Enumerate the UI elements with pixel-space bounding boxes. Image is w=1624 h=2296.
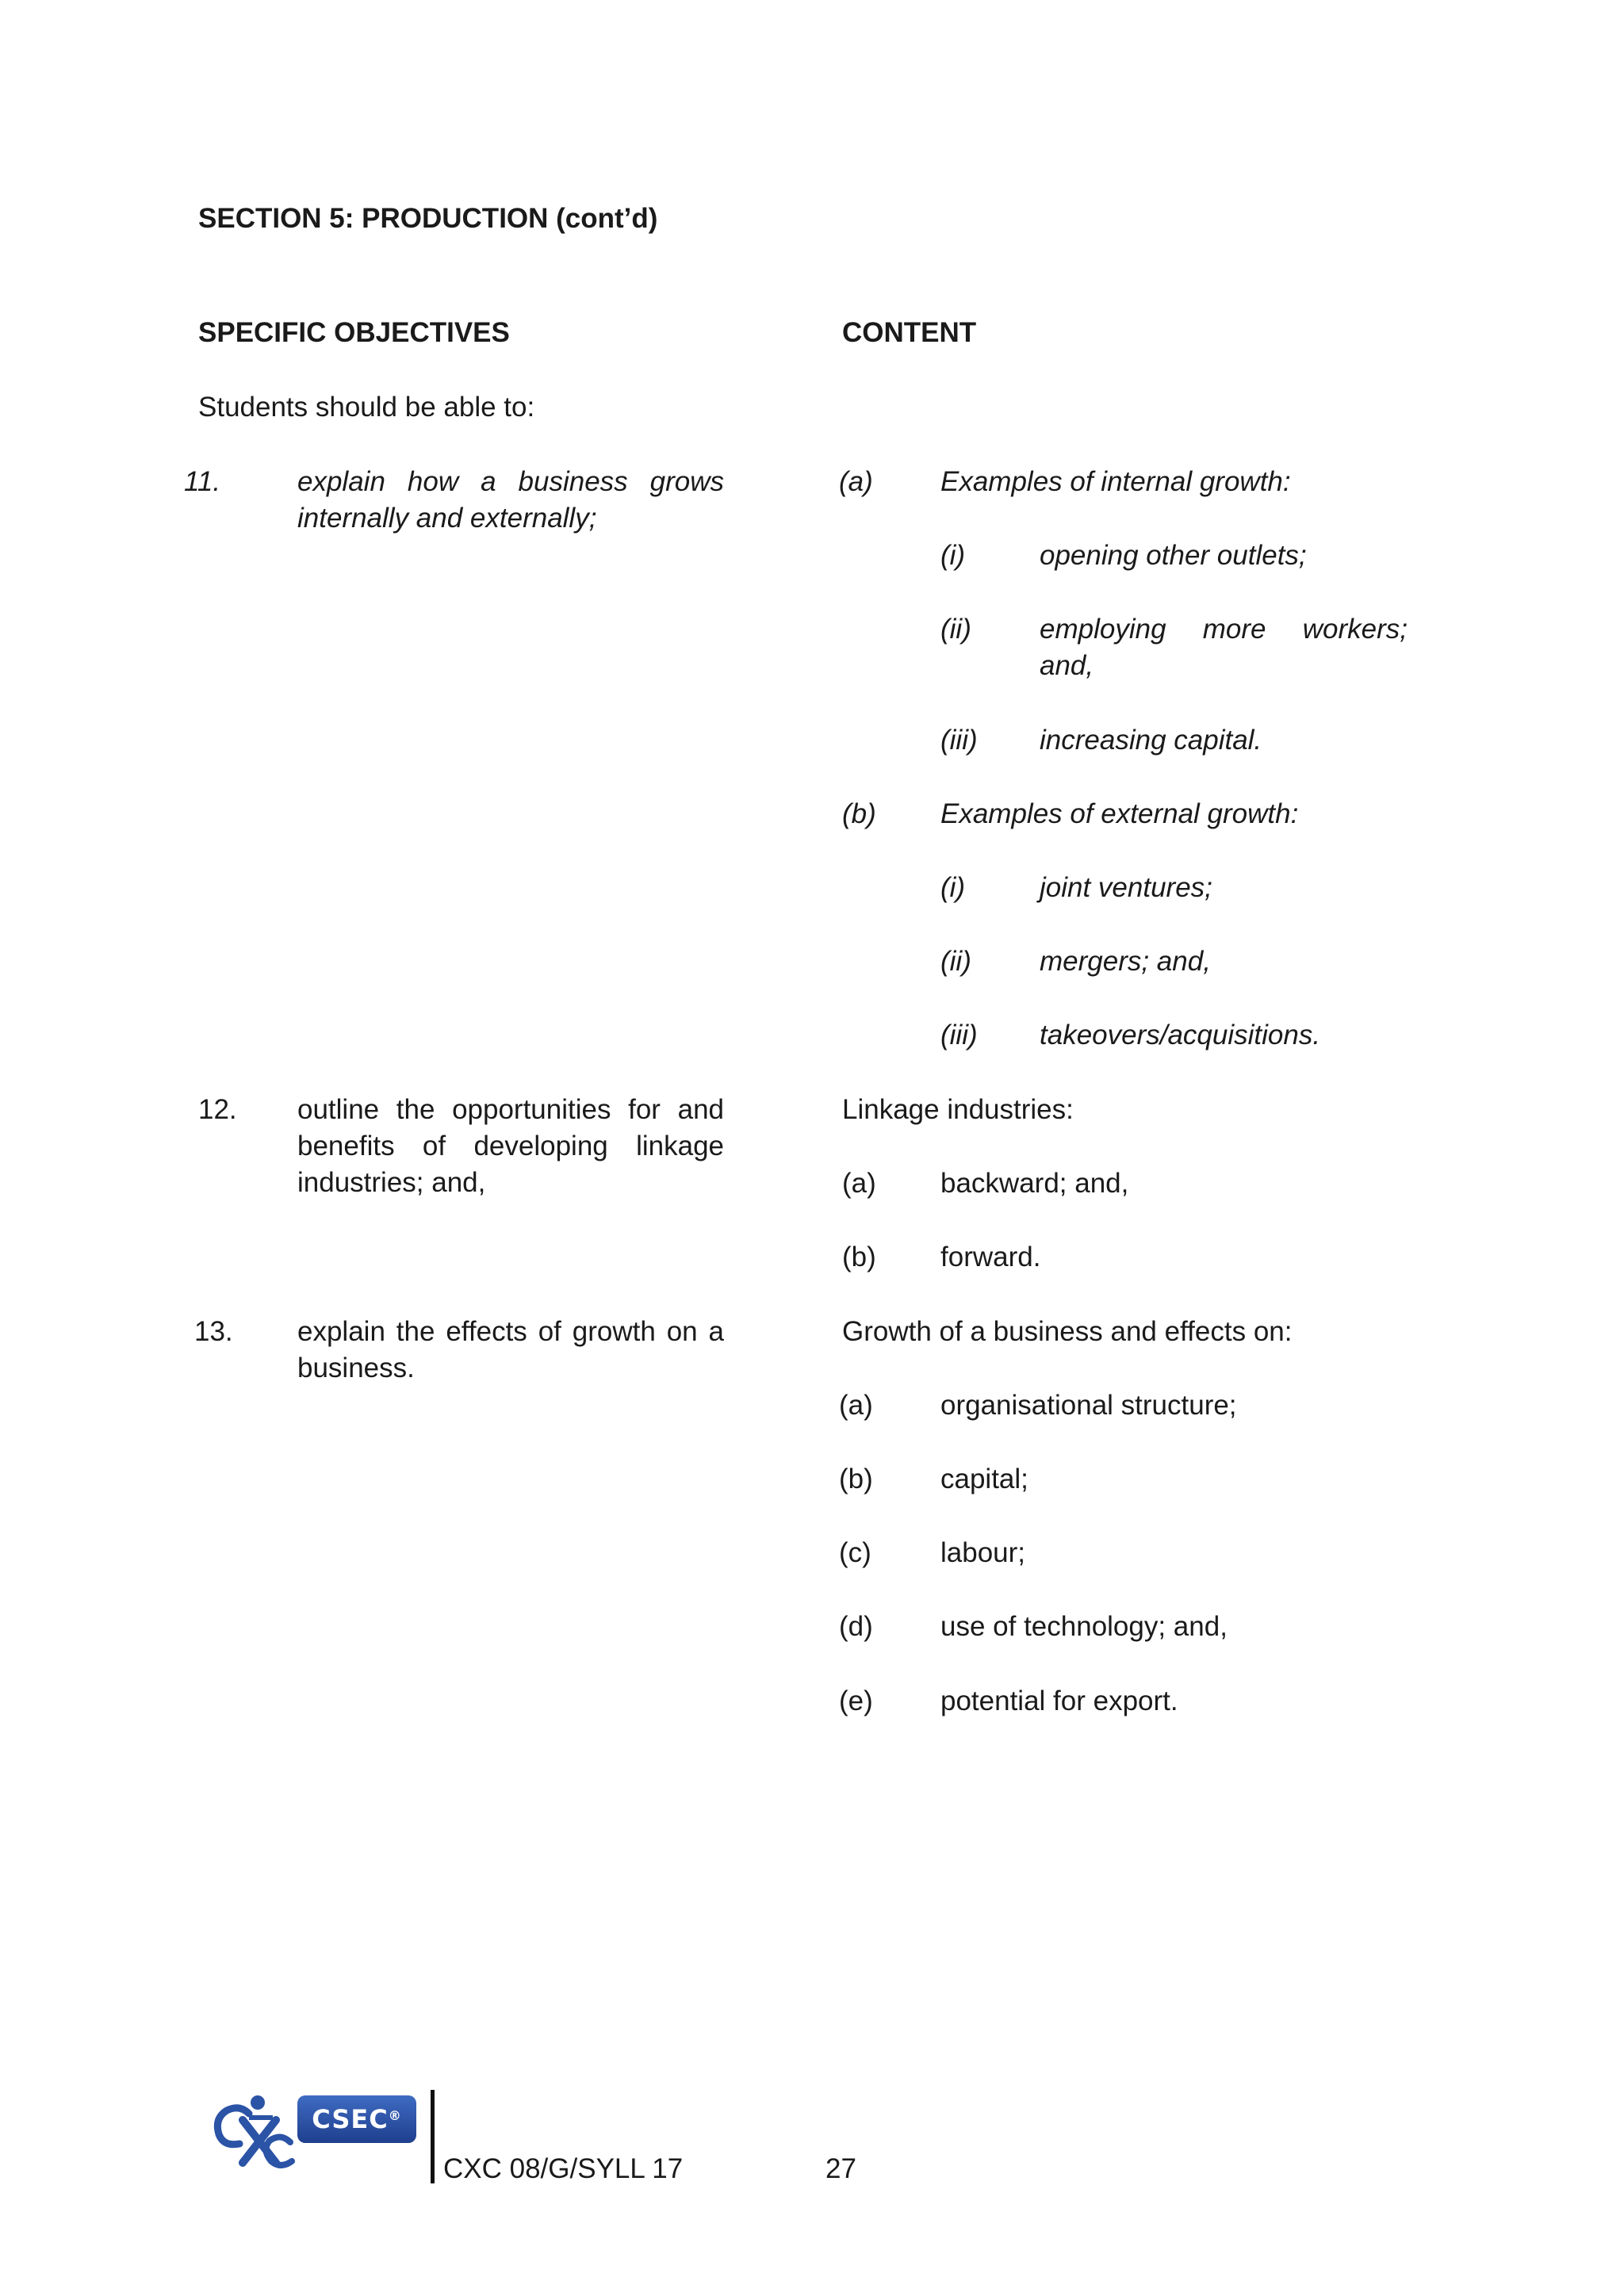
content-heading: Linkage industries: — [842, 1094, 1074, 1125]
content-subitem: increasing capital. — [1040, 725, 1262, 756]
content-item: use of technology; and, — [940, 1611, 1228, 1642]
content-label: (b) — [842, 1242, 876, 1272]
objective-text: industries; and, — [297, 1167, 486, 1198]
objective-text: business. — [297, 1353, 415, 1383]
content-label: (a) — [842, 1168, 876, 1199]
cxc-logo — [208, 2093, 295, 2172]
objectives-header: SPECIFIC OBJECTIVES — [198, 317, 510, 348]
content-subitem: mergers; and, — [1040, 946, 1211, 977]
content-subitem: and, — [1040, 650, 1094, 681]
content-sublabel: (iii) — [940, 1020, 978, 1050]
objective-text: explain how a business grows — [297, 466, 724, 497]
content-subitem: takeovers/acquisitions. — [1040, 1020, 1321, 1050]
objective-text: outline the opportunities for and — [297, 1094, 724, 1125]
content-label: (d) — [839, 1611, 873, 1642]
content-label: (a) — [839, 466, 873, 497]
content-sublabel: (ii) — [940, 614, 971, 645]
content-header: CONTENT — [842, 317, 977, 348]
content-subitem: opening other outlets; — [1040, 540, 1307, 571]
content-item: capital; — [940, 1464, 1028, 1494]
objective-number: 11. — [184, 466, 221, 497]
content-label: (e) — [839, 1686, 873, 1716]
intro-text: Students should be able to: — [198, 392, 535, 423]
content-label: (c) — [839, 1537, 871, 1568]
content-item: forward. — [940, 1242, 1041, 1272]
objective-number: 12. — [198, 1094, 237, 1125]
content-label: (a) — [839, 1390, 873, 1421]
content-sublabel: (i) — [940, 540, 966, 571]
content-label: (b) — [842, 798, 876, 829]
content-subitem: employing more workers; — [1040, 614, 1408, 645]
section-title: SECTION 5: PRODUCTION (cont’d) — [198, 203, 658, 234]
content-heading: Examples of internal growth: — [940, 466, 1291, 497]
footer-divider — [431, 2090, 435, 2183]
content-heading: Examples of external growth: — [940, 798, 1299, 829]
content-sublabel: (ii) — [940, 946, 971, 977]
page-number: 27 — [825, 2153, 856, 2184]
objective-text: explain the effects of growth on a — [297, 1316, 724, 1347]
objective-number: 13. — [194, 1316, 233, 1347]
objective-text: benefits of developing linkage — [297, 1131, 724, 1161]
content-item: potential for export. — [940, 1686, 1178, 1716]
content-sublabel: (iii) — [940, 725, 978, 756]
content-sublabel: (i) — [940, 872, 966, 903]
content-label: (b) — [839, 1464, 873, 1494]
content-item: backward; and, — [940, 1168, 1129, 1199]
content-subitem: joint ventures; — [1040, 872, 1212, 903]
objective-text: internally and externally; — [297, 503, 597, 534]
doc-code: CXC 08/G/SYLL 17 — [443, 2153, 684, 2184]
csec-badge: CSEC® — [297, 2095, 416, 2143]
content-heading: Growth of a business and effects on: — [842, 1316, 1293, 1347]
content-item: labour; — [940, 1537, 1026, 1568]
content-item: organisational structure; — [940, 1390, 1237, 1421]
